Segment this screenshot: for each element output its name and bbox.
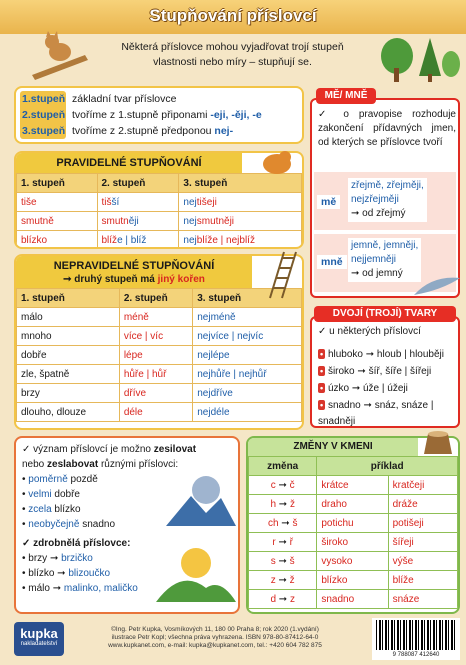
cell: nejsmutněji [179, 212, 302, 231]
irregular-subheader: ➞ druhý stupeň má jiný kořen [63, 274, 205, 285]
degrees-box [14, 86, 304, 144]
cell: dlouho, dlouze [17, 403, 120, 422]
cell: blízko [317, 571, 388, 590]
degree-2-text: tvoříme z 1.stupně připonami [72, 109, 211, 121]
mem-label: mě [317, 195, 340, 209]
col-head: 2. stupeň [97, 174, 179, 193]
cell: nejméně [193, 308, 302, 327]
cell: ch [267, 517, 279, 529]
cell: blíže [388, 571, 457, 590]
col-head: 2. stupeň [119, 289, 192, 308]
meme-text: ✓ o pravopise rozhoduje zakončení přídavných jmen, od kterých se příslovce tvoří [318, 109, 456, 148]
mne-form3: nejjemněji [351, 254, 397, 265]
cell: r [272, 536, 276, 548]
title-bar [0, 0, 466, 34]
cell: tiše [17, 193, 98, 212]
cell: h [270, 498, 276, 510]
squirrel-illustration [255, 148, 300, 176]
cell: kratčeji [388, 476, 457, 495]
double-box [310, 308, 460, 428]
cell: déle [119, 403, 192, 422]
cell: potichu [317, 514, 388, 533]
cell: hůře | hůř [119, 365, 192, 384]
cell: blízko [17, 231, 98, 250]
cat-illustration [30, 30, 90, 80]
intro-line-2: vlastnosti nebo míry – stupňují se. [153, 56, 312, 68]
cell: nejdéle [193, 403, 302, 422]
cell: nejvíce | nejvíc [193, 327, 302, 346]
double-header: DVOJÍ (TROJÍ) TVARY [314, 306, 456, 322]
cell: s [270, 555, 276, 567]
degree-1-text: základní tvar příslovce [72, 93, 177, 105]
barcode: 9 788087 412640 [372, 618, 460, 660]
cell: nejlépe [193, 346, 302, 365]
cell: zle, špatně [17, 365, 120, 384]
meme-box [310, 90, 460, 298]
cell: vysoko [317, 552, 388, 571]
dim-item: • málo ➞ malinko, maličko [22, 583, 138, 594]
mne-label: mně [317, 255, 347, 269]
trees-illustration [375, 36, 461, 84]
intens-line1: ✓ význam příslovcí je možno zesilovat [22, 444, 197, 455]
cell: šířeji [388, 533, 457, 552]
intens-item: • neobyčejně snadno [22, 519, 116, 530]
col-head: 1. stupeň [17, 174, 98, 193]
cell: z [270, 574, 276, 586]
intens-line2: nebo zeslabovat různými příslovci: [22, 459, 179, 470]
mem-forms: zřejmě, zřejměji, [351, 180, 424, 191]
cell: krátce [317, 476, 388, 495]
footer-text: ©Ing. Petr Kupka, Vosmíkových 11, 180 00 Praha 8; rok 2020 (1.vydání) ilustrace Petr Kopl; všechna práva vyhrazena. ISBN 978-80-87412-64-0 www.kupkanet.com, e-mail: kupka@kupkanet.com, tel.: +420 604 782 875 [108, 626, 322, 649]
col-head: 3. stupeň [179, 174, 302, 193]
kmen-header: ZMĚNY V KMENI [248, 438, 418, 456]
bird-illustration [412, 270, 462, 300]
cell: lépe [119, 346, 192, 365]
kmen-box: ZMĚNY V KMENI změna příklad c ➞ č krátce kratčeji h ➞ ž draho dráže ch ➞ š potichu potišeji r ➞ ř široko šířeji s ➞ š vysoko výše z ➞ ž blízko blíže d ➞ z snadno snáze [246, 436, 460, 614]
degree-2-label: 2.stupeň [22, 109, 66, 121]
cell: málo [17, 308, 120, 327]
cell: smutně [17, 212, 98, 231]
cell: smutněji [97, 212, 179, 231]
cell: více | víc [119, 327, 192, 346]
cell: brzy [17, 384, 120, 403]
dim-item: • brzy ➞ brzičko [22, 553, 93, 564]
stump-illustration [418, 428, 458, 456]
col-head: příklad [317, 457, 458, 476]
degree-2-suffix: -eji, -ěji, -e [210, 109, 262, 121]
cell: nejblíže | nejblíž [179, 231, 302, 250]
cell: nejhůře | nejhůř [193, 365, 302, 384]
col-head: 3. stupeň [193, 289, 302, 308]
col-head: změna [249, 457, 317, 476]
degree-1-label: 1.stupeň [22, 93, 66, 105]
degree-3-label: 3.stupeň [22, 125, 66, 137]
cell: snáze [388, 590, 457, 609]
double-row: • úzko ➞ úže | úžeji [320, 383, 408, 394]
cell: d [270, 593, 276, 605]
dim-heading: ✓ zdrobnělá příslovce: [22, 538, 131, 549]
cell: nejdříve [193, 384, 302, 403]
intens-item: • poměrně pozdě [22, 474, 98, 485]
cell: nejtišeji [179, 193, 302, 212]
moon-mountains-illustration [166, 468, 236, 528]
page-title: Stupňování příslovcí [149, 6, 317, 25]
irregular-box [14, 254, 304, 430]
cell: dráže [388, 495, 457, 514]
cell: draho [317, 495, 388, 514]
cell: potišeji [388, 514, 457, 533]
mne-forms: jemně, jemněji, [351, 240, 419, 251]
cell: výše [388, 552, 457, 571]
mem-form3: nejzřejměji [351, 194, 399, 205]
cell: mnoho [17, 327, 120, 346]
regular-header: PRAVIDELNÉ STUPŇOVÁNÍ [16, 153, 242, 173]
publisher-logo: kupka nakladatelství [14, 622, 64, 656]
ladder-illustration [262, 250, 302, 300]
degree-3-prefix: nej- [214, 125, 234, 137]
cell: dobře [17, 346, 120, 365]
degree-3-text: tvoříme z 2.stupně předponou [72, 125, 215, 137]
intens-item: • velmi dobře [22, 489, 80, 500]
cell: blíže | blíž [97, 231, 179, 250]
col-head: 1. stupeň [17, 289, 120, 308]
cell: široko [317, 533, 388, 552]
meme-header: MĚ/ MNĚ [316, 88, 376, 104]
double-row: • hluboko ➞ hloub | hlouběji [320, 349, 445, 360]
intro-line-1: Některá příslovce mohou vyjadřovat trojí stupeň [121, 41, 344, 53]
cell: tišší [97, 193, 179, 212]
double-sub: ✓ u některých příslovcí [318, 326, 421, 337]
cell: snadno [317, 590, 388, 609]
intens-box [14, 436, 240, 614]
mem-origin: ➞ od zřejmý [351, 208, 406, 219]
intens-item: • zcela blízko [22, 504, 81, 515]
sun-hills-illustration [156, 538, 236, 603]
cell: méně [119, 308, 192, 327]
intro-text [90, 40, 375, 70]
mne-origin: ➞ od jemný [351, 268, 403, 279]
double-row: • široko ➞ šíř, šíře | šířeji [320, 366, 432, 377]
double-row: • snadno ➞ snáz, snáze | snadněji [318, 400, 434, 427]
dim-item: • blízko ➞ blizoučko [22, 568, 111, 579]
cell: c [270, 479, 276, 491]
irregular-header: NEPRAVIDELNÉ STUPŇOVÁNÍ [53, 260, 215, 272]
cell: dříve [119, 384, 192, 403]
